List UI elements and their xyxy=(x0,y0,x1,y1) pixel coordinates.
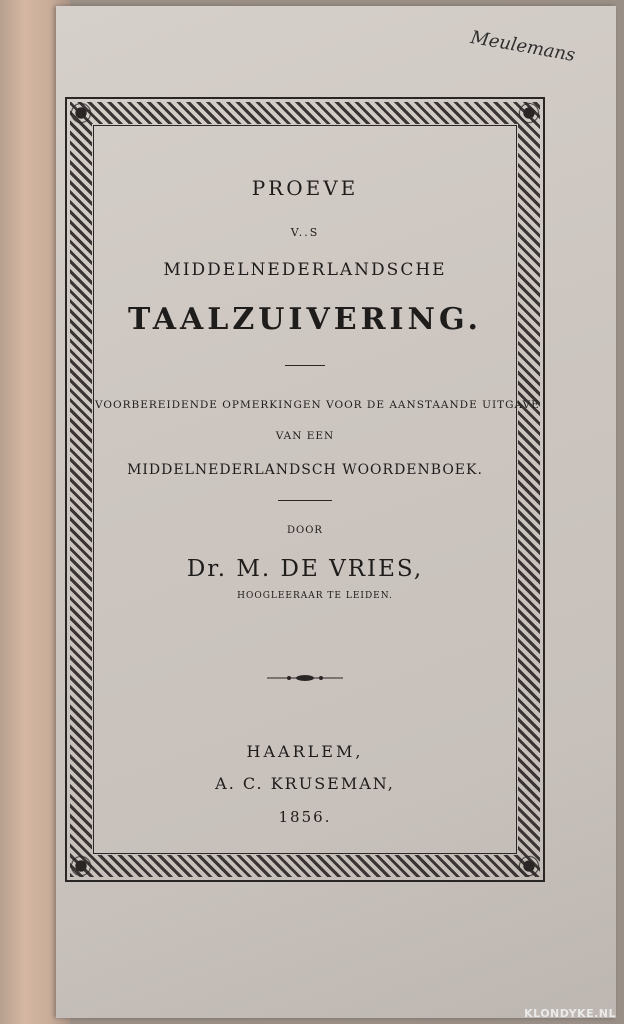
watermark: KLONDYKE.NL xyxy=(524,1007,616,1020)
subtitle-line-1: VOORBEREIDENDE OPMERKINGEN VOOR DE AANSTAANDE UITGAVE xyxy=(95,399,540,411)
subtitle-line-3: MIDDELNEDERLANDSCH WOORDENBOEK. xyxy=(127,462,483,478)
author-name: Dr. M. DE VRIES, xyxy=(186,556,424,582)
publisher-name: A. C. KRUSEMAN, xyxy=(215,774,395,793)
main-title: TAALZUIVERING. xyxy=(128,302,482,337)
publisher-city: HAARLEM, xyxy=(246,742,364,761)
divider-rule xyxy=(278,500,332,501)
decorative-ornament-icon xyxy=(265,673,345,683)
handwritten-signature: Meulemans xyxy=(468,26,577,67)
border-corner-ornament xyxy=(68,100,94,126)
title-line-1: PROEVE xyxy=(251,176,359,200)
border-corner-ornament xyxy=(516,853,542,879)
title-line-3: MIDDELNEDERLANDSCHE xyxy=(163,260,447,280)
by-label: DOOR xyxy=(287,525,323,536)
author-title: HOOGLEERAAR TE LEIDEN. xyxy=(237,591,393,601)
divider-rule xyxy=(285,365,325,366)
publication-year: 1856. xyxy=(278,808,332,826)
subtitle-line-2: VAN EEN xyxy=(275,430,335,442)
border-corner-ornament xyxy=(68,853,94,879)
border-corner-ornament xyxy=(516,100,542,126)
title-line-2: V..S xyxy=(290,226,320,239)
